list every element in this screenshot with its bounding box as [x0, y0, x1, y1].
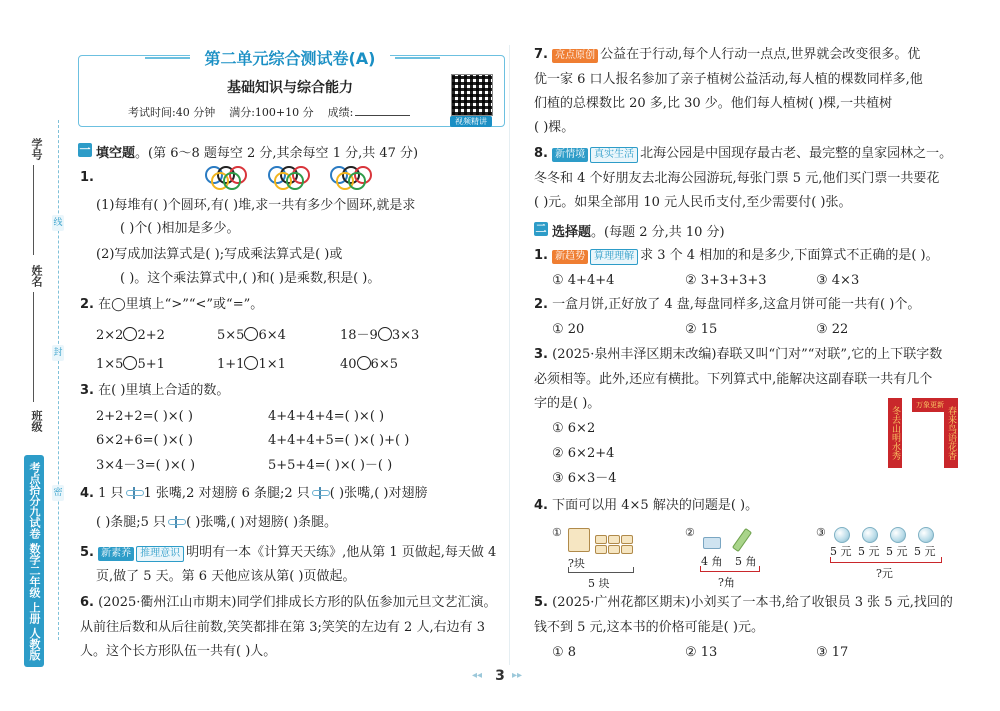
expr: 1×1	[258, 357, 286, 372]
brace	[568, 567, 634, 573]
cut-mark: 密	[52, 485, 64, 501]
brace	[830, 557, 942, 563]
compare-circle[interactable]	[378, 327, 392, 341]
q7-line3[interactable]: 们植的总棵数比 20 多,比 30 少。他们每人植树( )棵,一共植树	[534, 96, 893, 111]
c1-option-3[interactable]: ③ 4×3	[816, 273, 860, 288]
expr: 1+1	[217, 357, 245, 372]
q3-blank[interactable]: 4+4+4+5=( )×( )+( )	[268, 433, 410, 448]
q3-blank[interactable]: 6×2+6=( )×( )	[96, 433, 193, 448]
c4-question	[534, 498, 758, 514]
expr: 1×5	[96, 357, 124, 372]
q3-blank[interactable]: 2+2+2=( )×( )	[96, 409, 193, 424]
student-id-rule[interactable]	[33, 165, 34, 255]
q7-number: 7.	[534, 47, 548, 62]
c5-option-3[interactable]: ③ 17	[816, 645, 849, 660]
q4-line1[interactable]	[80, 486, 427, 502]
q8-line3[interactable]: ( )元。如果全部用 10 元人民币支付,至少需要付( )张。	[534, 195, 852, 210]
q4-text: ( )张嘴,( )对翅膀	[329, 486, 428, 501]
q4-line2[interactable]	[96, 515, 337, 531]
c4-option-2-mark[interactable]: ②	[685, 526, 695, 539]
q2-row	[96, 327, 165, 344]
q1-part2-line1[interactable]: (2)写成加法算式是( );写成乘法算式是( )或	[96, 247, 343, 262]
cut-mark: 封	[52, 345, 64, 361]
section-icon: 二	[535, 222, 547, 235]
class-label: 班级	[30, 410, 43, 432]
c4-option-2-left-price: 4 角	[701, 555, 723, 568]
c4-option-1-unknown: ?块	[568, 557, 585, 570]
q2-question	[80, 297, 263, 313]
section-icon: 一	[79, 143, 91, 156]
exam-meta	[128, 104, 410, 120]
q5-line2[interactable]: 页,做了 5 天。第 6 天他应该从第( )页做起。	[96, 569, 356, 584]
section-note: 。(每题 2 分,共 10 分)	[591, 225, 725, 240]
c4-option-3-total: ?元	[876, 567, 893, 580]
tag-new-context: 新情境	[552, 148, 588, 162]
c4-option-2-total: ?角	[718, 576, 735, 589]
q4-text: 1 张嘴,2 对翅膀 6 条腿;2 只	[143, 486, 310, 501]
olympic-rings-icon	[268, 166, 320, 188]
q5-number: 5.	[80, 545, 94, 560]
q7-line2: 优一家 6 口人报名参加了亲子植树公益活动,每人植的棵数同样多,他	[534, 72, 923, 87]
q6-line2: 从前往后数和从后往前数,笑笑都排在第 3;笑笑的左边有 2 人,右边有 3	[80, 620, 485, 635]
c4-option-3-price: 5 元	[858, 545, 880, 558]
couplet-top-scroll: 万象更新	[912, 398, 948, 412]
prev-page-icon[interactable]: ◂◂	[472, 670, 483, 681]
compare-circle[interactable]	[244, 356, 258, 370]
c2-option-3[interactable]: ③ 22	[816, 322, 849, 337]
q4-text: ( )张嘴,( )对翅膀( )条腿。	[186, 515, 338, 530]
q1-part1-line2[interactable]: ( )个( )相加是多少。	[120, 221, 240, 236]
name-label: 姓名	[30, 265, 43, 287]
expr: 6×4	[258, 328, 286, 343]
c2-number: 2.	[534, 297, 548, 312]
q2-row	[340, 327, 419, 344]
brace	[700, 566, 760, 572]
tag-original: 亮点原创	[552, 49, 598, 63]
qr-code[interactable]	[451, 74, 493, 116]
c4-option-3-price: 5 元	[914, 545, 936, 558]
compare-circle[interactable]	[123, 327, 137, 341]
expr: 40	[340, 357, 357, 372]
q6-text: (2025·衢州江山市期末)同学们排成长方形的队伍参加元旦文艺汇演。	[98, 595, 497, 610]
page-title: 第二单元综合测试卷(A)	[190, 46, 390, 69]
qr-label: 视频精讲	[450, 116, 492, 127]
tag-real-life: 真实生活	[590, 147, 638, 163]
ball-icon	[890, 527, 906, 543]
compare-circle[interactable]	[357, 356, 371, 370]
score-label: 成绩:	[327, 106, 354, 119]
q8-text: 北海公园是中国现存最古老、最完整的皇家园林之一。	[640, 146, 953, 161]
q2-row	[217, 327, 286, 344]
couplet-right-scroll: 冬去山明水秀	[888, 398, 902, 468]
c4-option-2-right-price: 5 角	[735, 555, 757, 568]
q2-text: 在◯里填上“>”“<”或“=”。	[98, 297, 264, 312]
expr: 2×2	[96, 328, 124, 343]
c2-text: 一盒月饼,正好放了 4 盘,每盘同样多,这盒月饼可能一共有( )个。	[552, 297, 921, 312]
c5-line2[interactable]: 钱不到 5 元,这本书的价格可能是( )元。	[534, 620, 764, 635]
q3-question	[80, 383, 229, 399]
student-id-label: 学号	[30, 138, 43, 160]
expr: 3×3	[391, 328, 420, 343]
dragonfly-icon	[124, 487, 144, 499]
q2-row	[340, 356, 398, 373]
q6-line1	[80, 595, 497, 611]
c2-question	[534, 297, 920, 313]
pencil-icon	[732, 528, 752, 552]
q2-row	[217, 356, 286, 373]
candy-icon	[595, 545, 607, 554]
q8-line1	[534, 146, 952, 163]
name-rule[interactable]	[33, 292, 34, 402]
q2-number: 2.	[80, 297, 94, 312]
expr: 18－9	[340, 328, 378, 343]
c3-question	[534, 347, 942, 363]
q1-part1-line1[interactable]: (1)每堆有( )个圆环,有( )堆,求一共有多少个圆环,就是求	[96, 198, 416, 213]
tag-reasoning: 推理意识	[136, 546, 184, 562]
expr: 5×5	[217, 328, 245, 343]
c1-number: 1.	[534, 248, 548, 263]
q6-number: 6.	[80, 595, 94, 610]
c5-question	[534, 595, 953, 611]
ball-icon	[918, 527, 934, 543]
ball-icon	[862, 527, 878, 543]
section-title: 填空题	[96, 146, 136, 161]
c5-option-2[interactable]: ② 13	[685, 645, 718, 660]
candy-icon	[608, 535, 620, 544]
c4-option-3-price: 5 元	[886, 545, 908, 558]
cut-line	[58, 120, 59, 640]
c5-text: (2025·广州花都区期末)小刘买了一本书,给了收银员 3 张 5 元,找回的	[552, 595, 953, 610]
c3-option-1[interactable]: ① 6×2	[552, 421, 596, 436]
q4-text: ( )条腿;5 只	[96, 515, 167, 530]
dragonfly-icon	[166, 516, 186, 528]
candy-icon	[621, 545, 633, 554]
q4-text: 1 只	[98, 486, 124, 501]
c2-option-1[interactable]: ① 20	[552, 322, 585, 337]
section-fill-blank	[96, 142, 418, 161]
q2-row	[96, 356, 165, 373]
q3-text: 在( )里填上合适的数。	[98, 383, 230, 398]
compare-circle[interactable]	[123, 356, 137, 370]
title-decoration	[145, 57, 190, 59]
q1-part2-line2[interactable]: ( )。这个乘法算式中,( )和( )是乘数,积是( )。	[120, 271, 381, 286]
c4-number: 4.	[534, 498, 548, 513]
q3-blank[interactable]: 5+5+4=( )×( )－( )	[268, 458, 393, 473]
q5-text: 明明有一本《计算天天练》,他从第 1 页做起,每天做 4	[186, 545, 497, 560]
section-multiple-choice	[552, 221, 725, 240]
tag-new-trend: 新趋势	[552, 250, 588, 264]
olympic-rings-icon	[205, 166, 257, 188]
q7-line1	[534, 47, 920, 63]
series-bar: 考点拾分九试卷 数学二年级 上册 人教版	[24, 455, 44, 667]
c5-option-1[interactable]: ① 8	[552, 645, 577, 660]
q7-line4[interactable]: ( )棵。	[534, 120, 575, 135]
q6-line3[interactable]: 人。这个长方形队伍一共有( )人。	[80, 644, 277, 659]
candy-icon	[621, 535, 633, 544]
score-field[interactable]	[355, 115, 410, 116]
title-decoration	[395, 57, 440, 59]
c4-option-3-price: 5 元	[830, 545, 852, 558]
expr: 2+2	[137, 328, 165, 343]
c1-text: 求 3 个 4 相加的和是多少,下面算式不正确的是( )。	[640, 248, 939, 263]
c3-line3: 字的是( )。	[534, 396, 601, 411]
olympic-rings-icon	[330, 166, 382, 188]
ball-icon	[834, 527, 850, 543]
c3-number: 3.	[534, 347, 548, 362]
c4-option-3-mark[interactable]: ③	[816, 526, 826, 539]
time-label: 考试时间:40 分钟	[128, 106, 216, 119]
expr: 5+1	[137, 357, 165, 372]
page-number: 3	[495, 668, 505, 684]
c3-line2: 必须相等。此外,还应有横批。下列算式中,能解决这副春联一共有几个	[534, 372, 933, 387]
q3-blank[interactable]: 4+4+4+4=( )×( )	[268, 409, 385, 424]
c4-text: 下面可以用 4×5 解决的问题是( )。	[552, 498, 759, 513]
c3-option-2[interactable]: ② 6×2+4	[552, 446, 615, 461]
expr: 6×5	[370, 357, 398, 372]
column-divider	[509, 45, 510, 665]
c1-option-2[interactable]: ② 3+3+3+3	[685, 273, 767, 288]
section-note: 。(第 6～8 题每空 2 分,其余每空 1 分,共 47 分)	[135, 146, 419, 161]
couplet-left-scroll: 春来鸟语花香	[944, 398, 958, 468]
c3-text: (2025·泉州丰泽区期末改编)春联又叫“门对”“对联”,它的上下联字数	[552, 347, 943, 362]
q7-text: 公益在于行动,每个人行动一点点,世界就会改变很多。优	[600, 47, 921, 62]
q3-number: 3.	[80, 383, 94, 398]
next-page-icon[interactable]: ▸▸	[512, 670, 523, 681]
c4-option-1-total: 5 块	[588, 577, 610, 590]
section-title: 选择题	[552, 225, 592, 240]
page-subtitle: 基础知识与综合能力	[227, 80, 353, 96]
dragonfly-icon	[310, 487, 330, 499]
q4-number: 4.	[80, 486, 94, 501]
candy-icon	[595, 535, 607, 544]
c2-option-2[interactable]: ② 15	[685, 322, 718, 337]
c4-option-1-mark[interactable]: ①	[552, 526, 562, 539]
tag-new-literacy: 新素养	[98, 547, 134, 561]
q8-line2: 冬冬和 4 个好朋友去北海公园游玩,每张门票 5 元,他们买门票一共要花	[534, 171, 940, 186]
compare-circle[interactable]	[244, 327, 258, 341]
c1-question	[534, 248, 939, 265]
q1-number: 1.	[80, 170, 94, 185]
c3-option-3[interactable]: ③ 6×3－4	[552, 471, 617, 486]
candy-icon	[608, 545, 620, 554]
q5-line1	[80, 545, 496, 562]
eraser-icon	[703, 537, 721, 549]
c5-number: 5.	[534, 595, 548, 610]
c1-option-1[interactable]: ① 4+4+4	[552, 273, 615, 288]
full-marks: 满分:100+10 分	[229, 106, 314, 119]
cut-mark: 线	[52, 215, 64, 231]
q3-blank[interactable]: 3×4－3=( )×( )	[96, 458, 196, 473]
candy-box-icon	[568, 528, 590, 552]
q8-number: 8.	[534, 146, 548, 161]
tag-arithmetic-understanding: 算理理解	[590, 249, 638, 265]
